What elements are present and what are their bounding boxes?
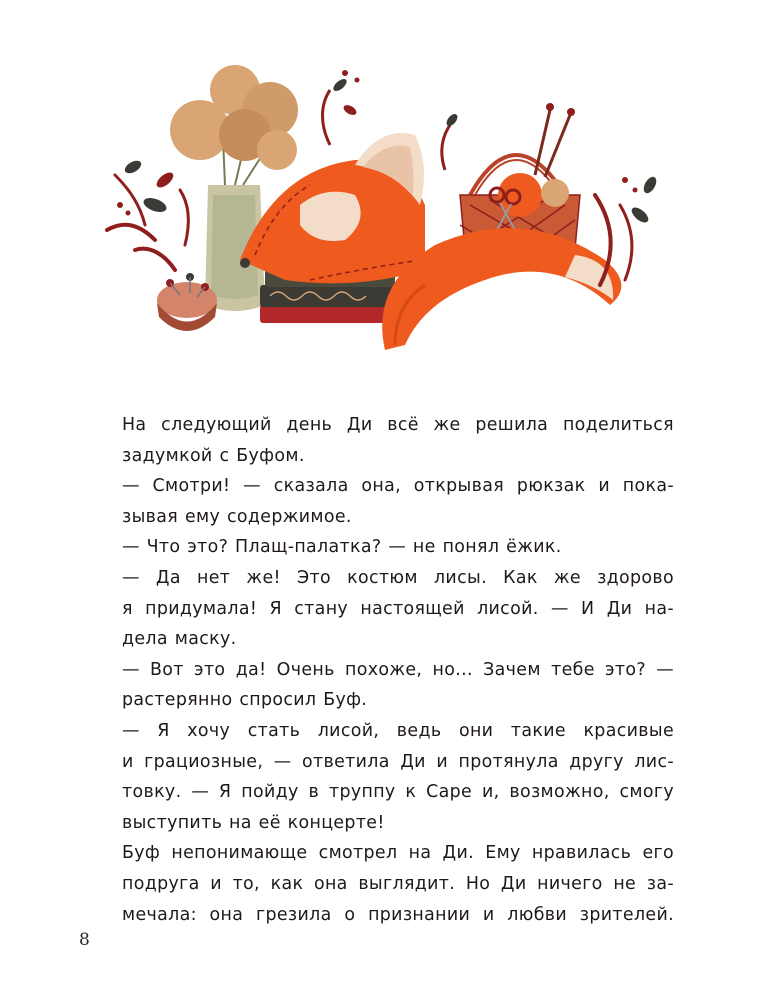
story-text xyxy=(122,410,674,930)
text-line: выступить на её концерте! xyxy=(122,812,385,833)
text-line: дела маску. xyxy=(122,629,237,650)
text-line: — Я хочу стать лисой, ведь они такие красивые xyxy=(122,720,674,741)
paragraph-1 xyxy=(122,410,674,471)
paragraph-7 xyxy=(122,838,674,930)
paragraph-3 xyxy=(122,532,674,563)
text-line: растерянно спросил Буф. xyxy=(122,690,368,711)
paragraph-5 xyxy=(122,655,674,716)
text-line: — Что это? Плащ-палатка? — не понял ёжик. xyxy=(122,537,562,558)
paragraph-6 xyxy=(122,716,674,838)
text-line: подруга и то, как она выглядит. Но Ди ничего не за- xyxy=(122,873,674,894)
text-line: — Да нет же! Это костюм лисы. Как же здорово xyxy=(122,567,674,588)
text-line: и грациозные, — ответила Ди и протянула другу лис- xyxy=(122,751,674,772)
flower-heads-icon xyxy=(170,65,298,170)
left-sprig-icon xyxy=(107,158,188,270)
text-line: задумкой с Буфом. xyxy=(122,445,305,466)
fox-costume-illustration xyxy=(95,55,670,355)
text-line: зывая ему содержимое. xyxy=(122,506,352,527)
text-line: На следующий день Ди всё же решила поделиться xyxy=(122,415,674,435)
text-line: мечала: она грезила о признании и любви зрителей. xyxy=(122,904,674,925)
text-line: Буф непонимающе смотрел на Ди. Ему нравилась его xyxy=(122,843,674,864)
paragraph-2 xyxy=(122,471,674,532)
text-line: я придумала! Я стану настоящей лисой. — И Ди на- xyxy=(122,598,674,619)
text-line: товку. — Я пойду в труппу к Саре и, возможно, смогу xyxy=(122,782,674,803)
text-line: — Вот это да! Очень похоже, но... Зачем тебе это? — xyxy=(122,659,674,680)
text-line: — Смотри! — сказала она, открывая рюкзак и пока- xyxy=(122,476,674,497)
paragraph-4 xyxy=(122,563,674,655)
page-number: 8 xyxy=(79,930,90,950)
